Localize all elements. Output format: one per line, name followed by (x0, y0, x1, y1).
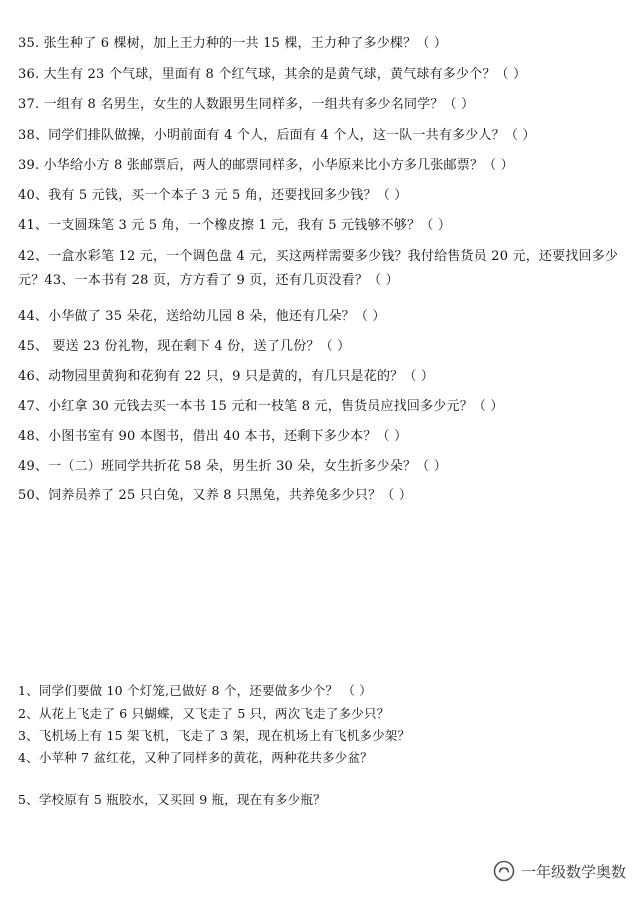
problem-45: 45、 要送 23 份礼物，现在剩下 4 份，送了几份？（ ） (18, 339, 351, 354)
problem-39: 39. 小华给小方 8 张邮票后，两人的邮票同样多，小华原来比小方多几张邮票？（ ） (18, 158, 514, 173)
problem-42-43: 42、一盒水彩笔 12 元，一个调色盘 4 元，买这两样需要多少钱？我付给售货员 20 元，还要找回多少元？43、一本书有 28 页，方方看了 9 页，还有几页没看？（ ） (18, 249, 619, 288)
problem-50: 50、饲养员养了 25 只白兔，又养 8 只黑兔，共养兔多少只？（ ） (18, 488, 413, 503)
problem-37: 37. 一组有 8 名男生，女生的人数跟男生同样多，一组共有多少名同学？（ ） (18, 97, 475, 112)
problem-b-3: 3、飞机场上有 15 架飞机，飞走了 3 架，现在机场上有飞机多少架？ (18, 728, 411, 743)
problem-36: 36. 大生有 23 个气球，里面有 8 个红气球，其余的是黄气球，黄气球有多少个？（ ） (18, 67, 527, 82)
wechat-official-account-icon (493, 860, 515, 882)
problem-b-5: 5、学校原有 5 瓶胶水，又买回 9 瓶，现在有多少瓶？ (18, 792, 326, 807)
watermark-text: 一年级数学奥数 (520, 862, 626, 881)
problem-38: 38、同学们排队做操，小明前面有 4 个人，后面有 4 个人，这一队一共有多少人？（ ） (18, 128, 536, 143)
problem-40: 40、我有 5 元钱，买一个本子 3 元 5 角，还要找回多少钱？（ ） (18, 188, 408, 203)
problem-41: 41、一支圆珠笔 3 元 5 角，一个橡皮擦 1 元，我有 5 元钱够不够？（ ） (18, 218, 452, 233)
problem-35: 35. 张生种了 6 棵树，加上王力种的一共 15 棵，王力种了多少棵？（ ） (18, 36, 448, 51)
problem-b-2: 2、从花上飞走了 6 只蝴蝶，又飞走了 5 只，两次飞走了多少只？ (18, 706, 390, 721)
watermark (493, 860, 626, 882)
problem-47: 47、小红拿 30 元钱去买一本书 15 元和一枝笔 8 元，售货员应找回多少元？（ ） (18, 399, 504, 414)
problem-b-1: 1、同学们要做 10 个灯笼,已做好 8 个，还要做多少个？ （ ） (18, 683, 372, 698)
problem-44: 44、小华做了 35 朵花，送给幼儿园 8 朵，他还有几朵？（ ） (18, 309, 386, 324)
problem-46: 46、动物园里黄狗和花狗有 22 只，9 只是黄的，有几只是花的？（ ） (18, 369, 435, 384)
problem-49: 49、一（二）班同学共折花 58 朵，男生折 30 朵，女生折多少朵？（ ） (18, 459, 447, 474)
problem-b-4: 4、小苹种 7 盆红花，又种了同样多的黄花，两种花共多少盆？ (18, 750, 373, 765)
problem-48: 48、小图书室有 90 本图书，借出 40 本书，还剩下多少本？（ ） (18, 429, 408, 444)
